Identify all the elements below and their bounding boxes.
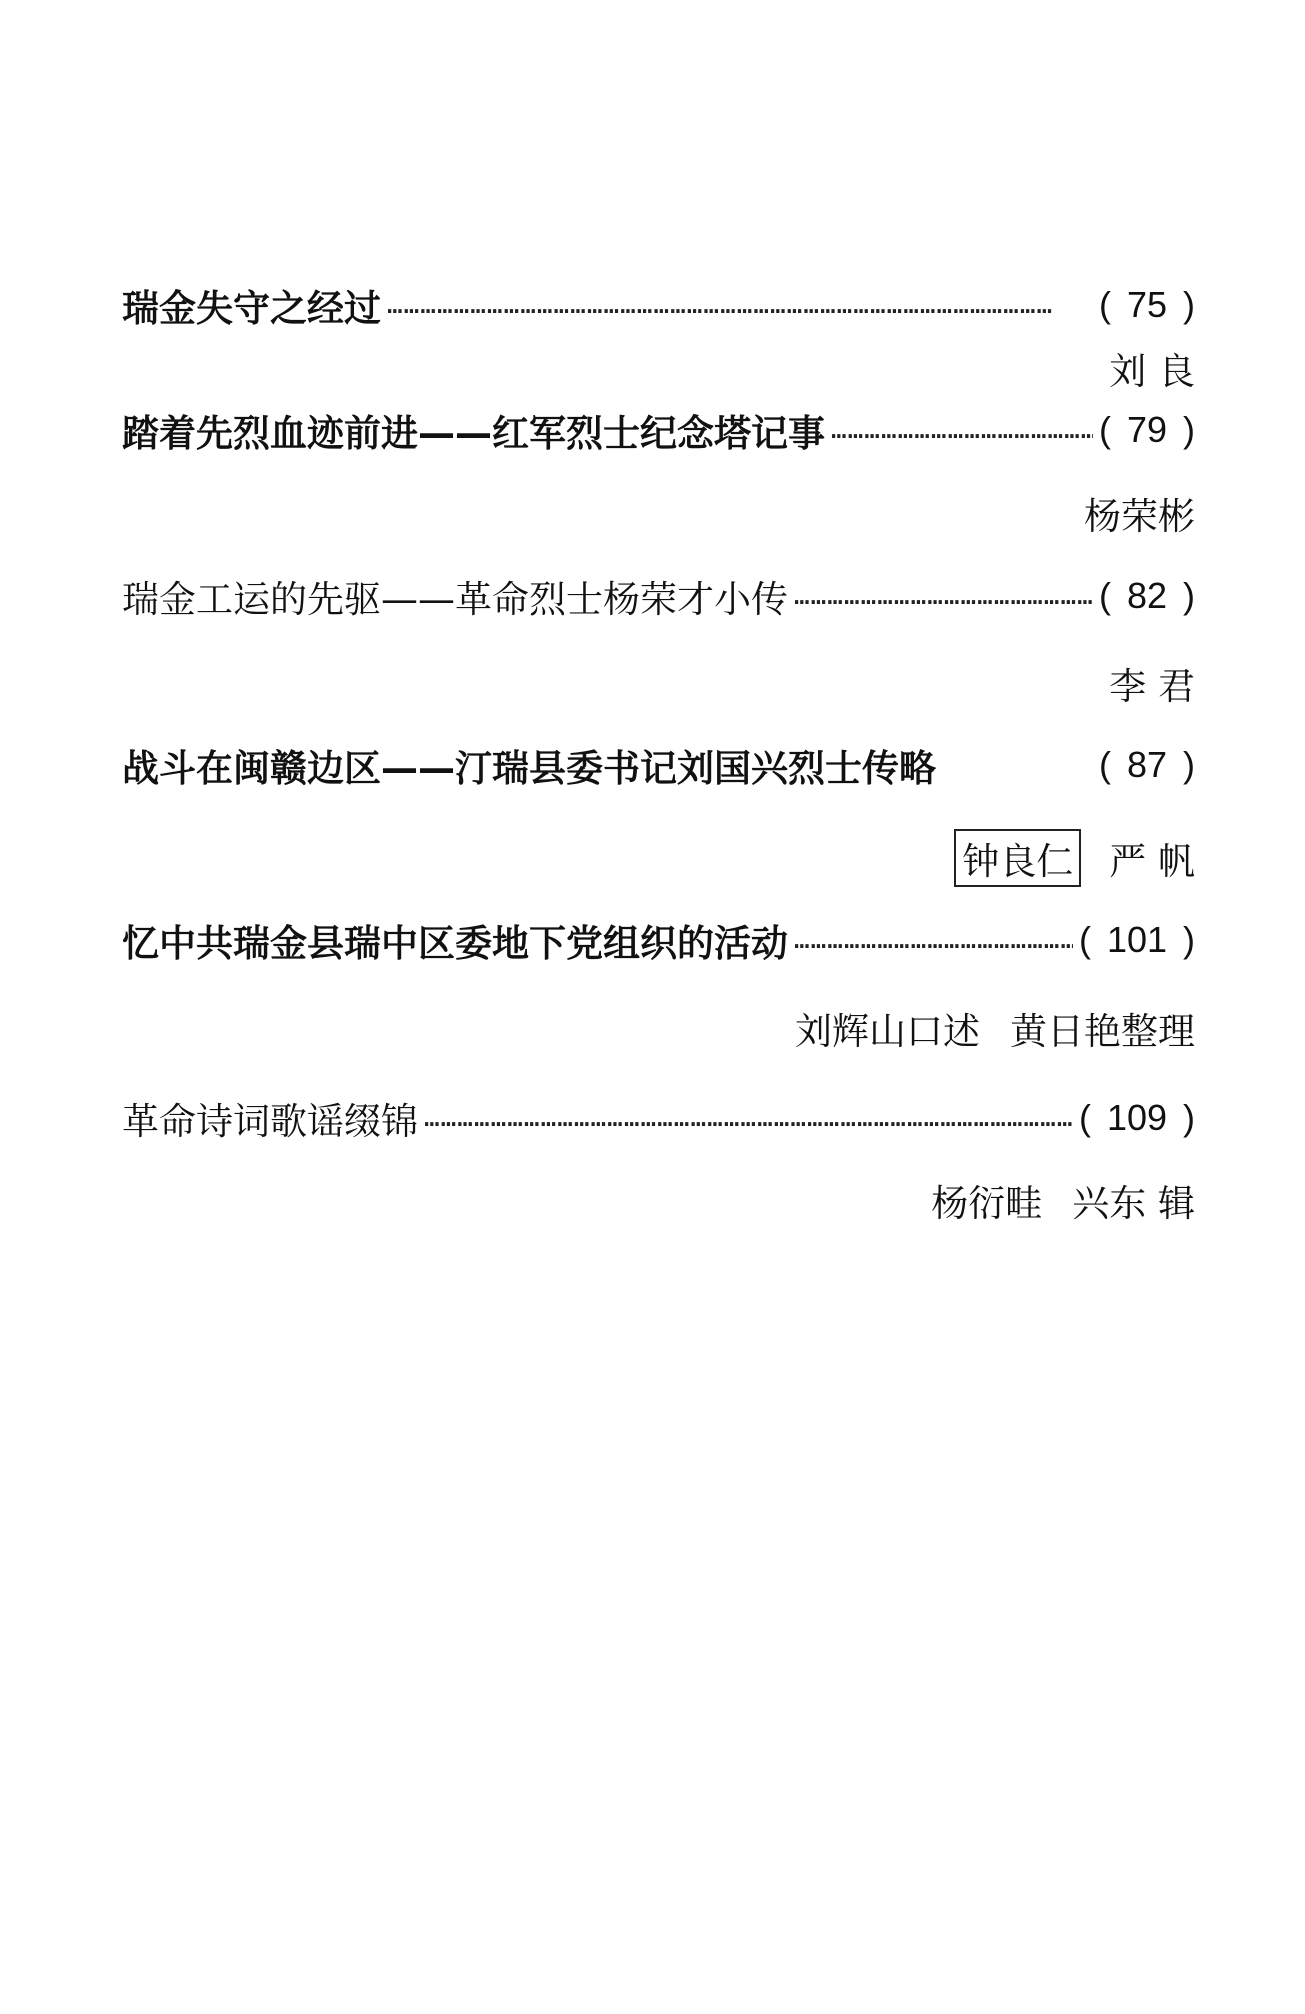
toc-entry-page: ( 101 ) <box>1078 919 1195 960</box>
author-name: 杨衍畦 <box>931 1182 1043 1225</box>
toc-entry-page: ( 79 ) <box>1098 409 1195 450</box>
author-name: 刘辉山口述 <box>795 1010 980 1053</box>
toc-entry[interactable] <box>122 275 1195 335</box>
toc-entry[interactable] <box>122 735 1195 795</box>
toc-entry-author <box>1109 655 1195 711</box>
author-name: 杨荣彬 <box>1084 495 1195 538</box>
toc-entry-title: 忆中共瑞金县瑞中区委地下党组织的活动 <box>122 922 788 965</box>
toc-entry-page: ( 87 ) <box>1098 744 1195 785</box>
leader-dots <box>831 415 1093 445</box>
toc-entry[interactable] <box>122 910 1195 970</box>
toc-entry-author <box>954 830 1195 886</box>
leader-dots <box>794 925 1073 955</box>
toc-entry-author <box>795 1000 1195 1056</box>
toc-entry-author <box>1109 340 1195 396</box>
leader-dots <box>794 581 1093 611</box>
toc-entry[interactable] <box>122 1088 1195 1148</box>
toc-entry-title: 革命诗词歌谣缀锦 <box>122 1100 418 1143</box>
toc-entry-page: ( 82 ) <box>1098 575 1195 616</box>
toc-entry-page: ( 109 ) <box>1078 1097 1195 1138</box>
toc-entry[interactable] <box>122 400 1195 460</box>
toc-entry-author <box>1084 485 1195 541</box>
author-name-2: 兴东 辑 <box>1072 1182 1195 1225</box>
author-name: 严 帆 <box>1109 840 1195 883</box>
leader-dots <box>424 1103 1073 1133</box>
toc-entry-title: 瑞金失守之经过 <box>122 287 381 330</box>
toc-entry-title: 瑞金工运的先驱——革命烈士杨荣才小传 <box>122 578 788 621</box>
author-name-2: 黄日艳整理 <box>1010 1010 1195 1053</box>
author-name: 李 君 <box>1109 665 1195 708</box>
toc-entry-title: 战斗在闽赣边区——汀瑞县委书记刘国兴烈士传略 <box>122 747 936 790</box>
toc-entry[interactable] <box>122 566 1195 626</box>
toc-entry-author <box>931 1172 1195 1228</box>
toc-entry-page: ( 75 ) <box>1098 284 1195 325</box>
author-name: 刘 良 <box>1109 350 1195 393</box>
leader-dots <box>387 290 1093 320</box>
toc-entry-title: 踏着先烈血迹前进——红军烈士纪念塔记事 <box>122 412 825 455</box>
author-name-boxed: 钟良仁 <box>954 829 1081 887</box>
